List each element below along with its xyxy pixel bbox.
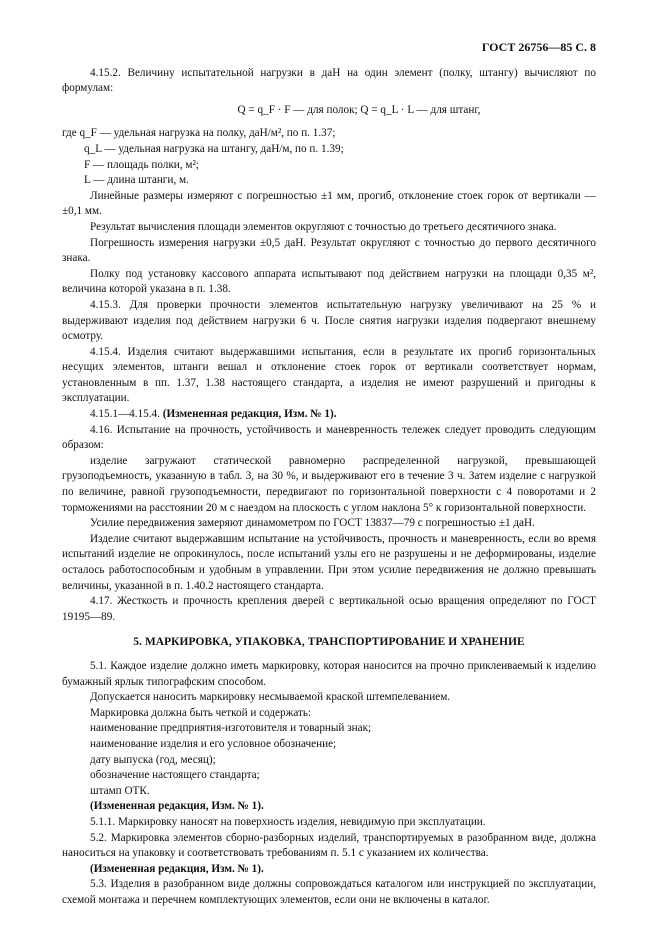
- paragraph-4-15-3: 4.15.3. Для проверки прочности элементов испытательную нагрузку увеличивают на 25 % и выдерживают изделия под действием нагрузки 6 ч. После снятия нагрузки изделия подвергают внешнему осмотру.: [62, 298, 596, 343]
- paragraph-modified-edition: [62, 407, 596, 423]
- list-item-product-name: наименование изделия и его условное обозначение;: [90, 737, 337, 750]
- paragraph-load-procedure: изделие загружают статической равномерно распределенной нагрузкой, превышающей грузоподъемность, указанную в табл. 3, на 30 %, и выдерживают его в течение 3 ч. Затем изделие с нагрузкой по величине, равной грузоподъемности, передвигают по горизонтальной поверхности с 4 поворотами и 2 торможениями на расстоянии 20 м с наездом на плоскость с углом наклона 5° к горизонтальной поверхности.: [62, 454, 596, 514]
- list-item-standard: обозначение настоящего стандарта;: [90, 769, 260, 782]
- paragraph-4-15-2: 4.15.2. Величину испытательной нагрузки в даН на один элемент (полку, штангу) вычисляют по формулам:: [62, 66, 596, 95]
- list-item-stamp: штамп ОТК.: [90, 784, 150, 797]
- document-page: [62, 40, 596, 908]
- definition-l: L — длина штанги, м.: [84, 174, 189, 187]
- paragraph-passed-criteria: Изделие считают выдержавшим испытание на устойчивость, прочность и маневренность, если во время испытаний изделие не опрокинулось, после испытаний узлы его не разрушены и не деформированы, изделие осталось работоспособным и удобным в управлении. При этом усилие передвижения не должно превышать величины, указанной в п. 1.40.2 настоящего стандарта.: [62, 532, 596, 592]
- modified-edition-5-1: (Измененная редакция, Изм. № 1).: [90, 800, 264, 813]
- paragraph-5-1-1: 5.1.1. Маркировку наносят на поверхность изделия, невидимую при эксплуатации.: [90, 815, 486, 828]
- paragraph-load-error: Погрешность измерения нагрузки ±0,5 даН. Результат округляют с точностью до первого десятичного знака.: [62, 236, 596, 265]
- paragraph-force-measure: Усилие передвижения замеряют динамометром по ГОСТ 13837—79 с погрешностью ±1 даН.: [90, 517, 535, 530]
- paragraph-5-1-contents: Маркировка должна быть четкой и содержать:: [90, 706, 312, 719]
- paragraph-4-16: 4.16. Испытание на прочность, устойчивость и маневренность тележек следует проводить следующим образом:: [62, 423, 596, 452]
- paragraph-linear-dimensions: Линейные размеры измеряют с погрешностью ±1 мм, прогиб, отклонение стоек горок от вертикали — ±0,1 мм.: [62, 189, 596, 218]
- paragraph-area-rounding: Результат вычисления площади элементов округляют с точностью до третьего десятичного знака.: [90, 220, 557, 233]
- definition-qf: где q_F — удельная нагрузка на полку, даН/м², по п. 1.37;: [62, 127, 336, 140]
- paragraph-cash-shelf: Полку под установку кассового аппарата испытывают под действием нагрузки на площади 0,35 м², величина которой указана в п. 1.38.: [62, 267, 596, 296]
- paragraph-4-17: 4.17. Жесткость и прочность крепления дверей с вертикальной осью вращения определяют по ГОСТ 19195—89.: [62, 595, 596, 623]
- section-title-5: 5. МАРКИРОВКА, УПАКОВКА, ТРАНСПОРТИРОВАНИЕ И ХРАНЕНИЕ: [133, 636, 525, 649]
- paragraph-5-3: 5.3. Изделия в разобранном виде должны сопровождаться каталогом или инструкцией по эксплуатации, схемой монтажа и перечнем комплектующих элементов, если они не включены в каталог.: [62, 878, 596, 906]
- modified-edition-note: (Измененная редакция, Изм. № 1).: [162, 408, 337, 421]
- definition-ql: q_L — удельная нагрузка на штангу, даН/м, по п. 1.39;: [84, 142, 344, 155]
- list-item-manufacturer: наименование предприятия-изготовителя и товарный знак;: [90, 722, 372, 735]
- page-header: ГОСТ 26756—85 С. 8: [481, 40, 596, 54]
- paragraph-5-1-stamping: Допускается наносить маркировку несмываемой краской штемпелеванием.: [90, 691, 451, 704]
- clause-range: 4.15.1—4.15.4.: [90, 408, 163, 421]
- modified-edition-5-2: (Измененная редакция, Изм. № 1).: [90, 862, 264, 875]
- list-item-release-date: дату выпуска (год, месяц);: [90, 753, 216, 766]
- paragraph-5-1: 5.1. Каждое изделие должно иметь маркировку, которая наносится на прочно приклеиваемый к изделию бумажный ярлык типографским способом.: [62, 659, 596, 688]
- paragraph-5-2: 5.2. Маркировка элементов сборно-разборных изделий, транспортируемых в разобранном виде, должна наноситься на упаковку и соответствовать требованиям п. 5.1 с указанием их количества.: [62, 831, 596, 860]
- definition-f: F — площадь полки, м²;: [84, 158, 199, 171]
- paragraph-4-15-4: 4.15.4. Изделия считают выдержавшими испытания, если в результате их прогиб горизонтальных несущих элементов, штанги вешал и отклонение стоек горок от вертикали соответствует нормам, установленным в пп. 1.37, 1.38 настоящего стандарта, а изделия не имеют разрушений и пригодны к эксплуатации.: [62, 345, 596, 405]
- formula: Q = q_F · F — для полок; Q = q_L · L — для штанг,: [237, 103, 481, 116]
- formula-definitions: [62, 126, 596, 188]
